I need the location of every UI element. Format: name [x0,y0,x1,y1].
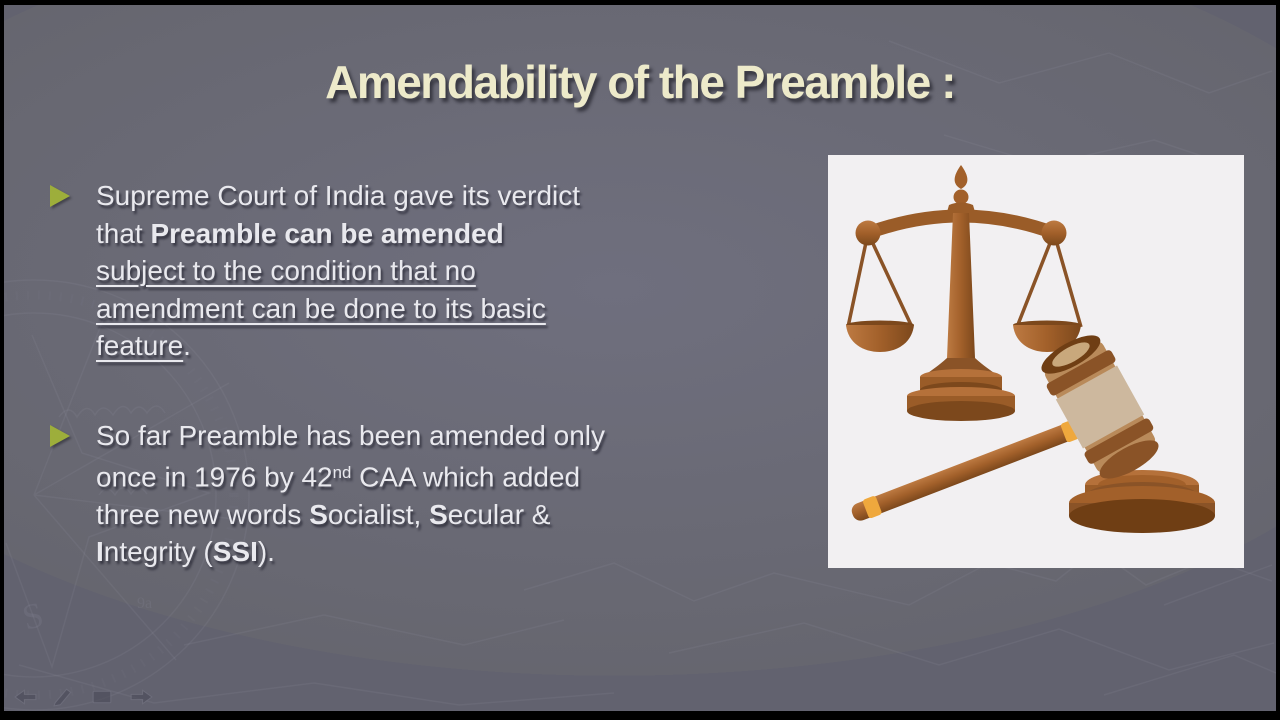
bullet-line [96,327,605,365]
forward-arrow-icon [128,687,153,707]
text-segment: I [96,536,104,568]
pen-icon [52,687,77,707]
bullet-line [96,290,605,328]
justice-clipart [828,155,1244,568]
balance-scale-icon [846,165,1081,421]
text-segment: Supreme Court of India gave its verdict [96,180,581,211]
scales-and-gavel-illustration [828,155,1244,568]
back-arrow-icon [14,687,39,707]
bullet-line [96,496,605,534]
text-segment: ntegrity ( [103,536,213,568]
bullet-item [50,417,605,571]
bullet-line [96,177,605,215]
pen-button[interactable] [52,687,77,707]
compass-small-mark: 9a [137,595,153,612]
text-segment: amendment can be done to its basic [96,292,546,324]
bullet-triangle-icon [50,185,70,207]
bullet-line [96,252,605,290]
text-segment: ecular & [447,498,551,530]
slideshow-menu-button[interactable] [90,687,115,707]
forward-arrow-button[interactable] [128,687,153,707]
bullet-line [96,215,605,253]
slideshow-menu-icon [90,687,115,707]
bullet-list [50,177,605,623]
text-segment: subject to the condition that no [96,255,476,286]
text-segment: nd [332,463,352,482]
text-segment: once in 1976 by 42 [96,461,333,493]
text-segment: ocialist, [327,498,430,530]
text-segment: SSI [212,536,258,568]
text-segment: S [429,498,448,530]
text-segment: ). [257,536,275,568]
bullet-triangle-icon [50,425,70,447]
compass-letter-s: S [18,594,48,638]
bullet-line [96,454,605,496]
text-segment: . [183,330,191,361]
text-segment: three new words [96,498,310,530]
slide [4,5,1276,711]
text-segment: that [96,217,151,249]
bullet-line [96,417,605,455]
bullet-text [96,417,605,571]
text-segment: Preamble can be amended [150,217,504,249]
bullet-item [50,177,605,365]
text-segment: S [309,498,328,530]
text-segment: So far Preamble has been amended only [96,419,605,451]
gavel-icon [849,326,1215,533]
back-arrow-button[interactable] [14,687,39,707]
text-segment: CAA which added [351,461,581,493]
slide-title: Amendability of the Preamble : [325,56,955,108]
bullet-text [96,177,605,365]
presenter-toolbar [14,687,153,707]
text-segment: feature [96,330,184,361]
bullet-line [96,533,605,571]
